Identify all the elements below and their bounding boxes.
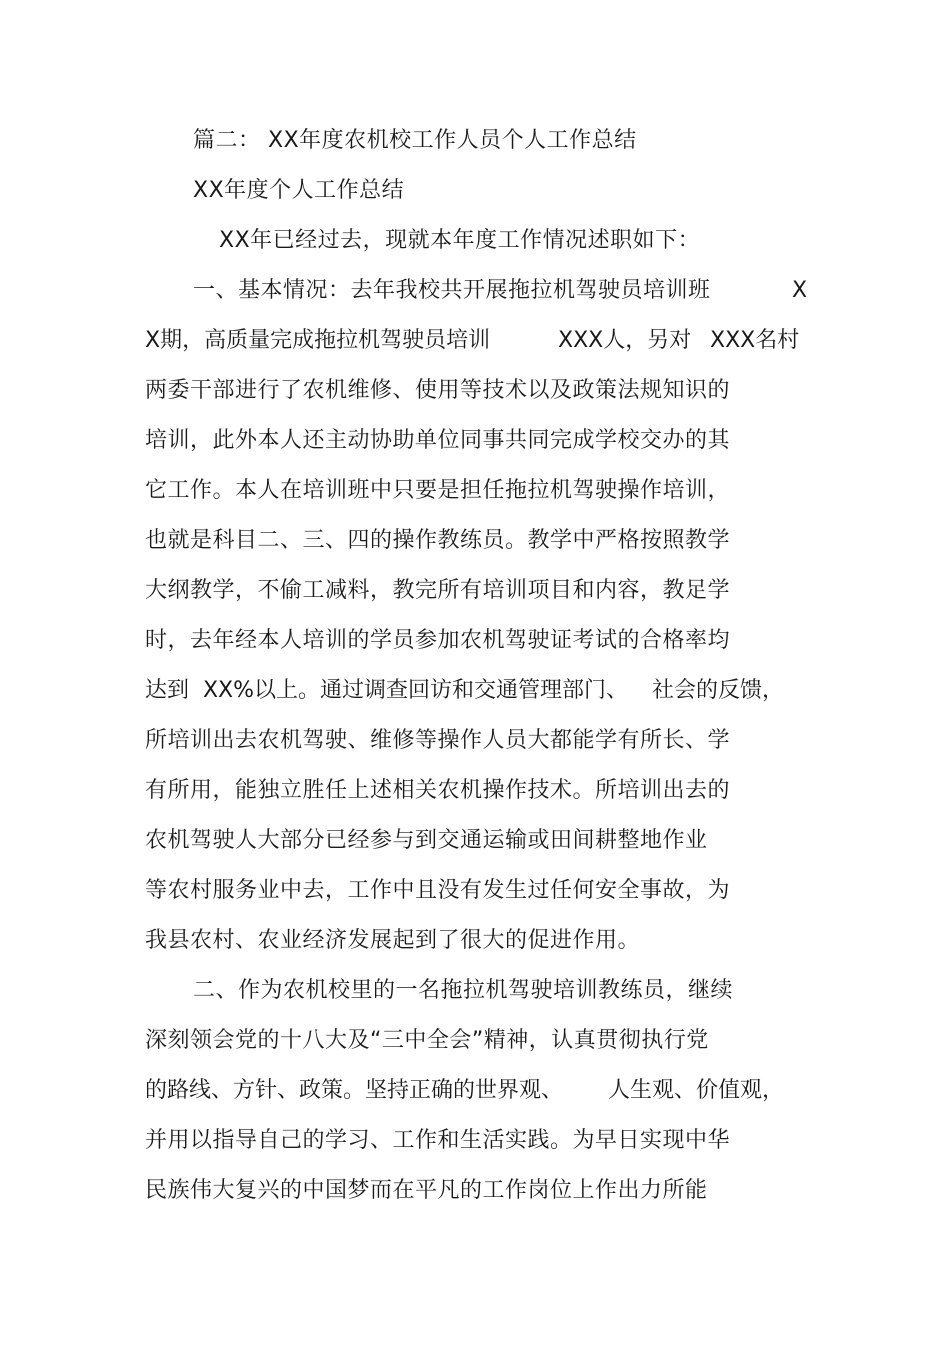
- para1-line-9-part-a: 达到 XX%以上。通过调查回访和交通管理部门、: [145, 678, 629, 703]
- para1-line-7: 大纲教学，不偷工减料，教完所有培训项目和内容，教足学: [145, 578, 731, 603]
- para1-line-9-part-b: 社会的反馈，: [652, 678, 785, 703]
- para2-line-1: 二、作为农机校里的一名拖拉机驾驶培训教练员，继续: [193, 978, 734, 1003]
- para1-line-1: 一、基本情况：去年我校共开展拖拉机驾驶员培训班: [193, 278, 711, 303]
- para1-line-6: 也就是科目二、三、四的操作教练员。教学中严格按照教学: [145, 528, 731, 553]
- para2-line-4: 并用以指导自己的学习、工作和生活实践。为早日实现中华: [145, 1128, 731, 1153]
- document-subtitle: XX年度个人工作总结: [193, 178, 405, 203]
- para1-line-10: 所培训出去农机驾驶、维修等操作人员大都能学有所长、学: [145, 728, 731, 753]
- para1-line-3: 两委干部进行了农机维修、使用等技术以及政策法规知识的: [145, 378, 731, 403]
- para2-line-3-part-a: 的路线、方针、政策。坚持正确的世界观、: [145, 1078, 564, 1103]
- para2-line-2: 深刻领会党的十八大及“三中全会”精神，认真贯彻执行党: [145, 1028, 709, 1053]
- para1-line-4: 培训，此外本人还主动协助单位同事共同完成学校交办的其: [145, 428, 731, 453]
- para1-line-2-part-b: XXX人，另对: [558, 328, 692, 353]
- para1-line-8: 时，去年经本人培训的学员参加农机驾驶证考试的合格率均: [145, 628, 731, 653]
- para1-line-13: 等农村服务业中去，工作中且没有发生过任何安全事故，为: [145, 878, 731, 903]
- para1-line-2-part-a: X期，高质量完成拖拉机驾驶员培训: [145, 328, 491, 353]
- document-title: 篇二： XX年度农机校工作人员个人工作总结: [193, 128, 637, 153]
- para1-line-5: 它工作。本人在培训班中只要是担任拖拉机驾驶操作培训，: [145, 478, 731, 503]
- para1-line-11: 有所用，能独立胜任上述相关农机操作技术。所培训出去的: [145, 778, 731, 803]
- intro-line: XX年已经过去，现就本年度工作情况述职如下：: [219, 228, 701, 253]
- para1-line-14: 我县农村、农业经济发展起到了很大的促进作用。: [145, 928, 641, 953]
- para1-line-2-part-c: XXX名村: [710, 328, 800, 353]
- para2-line-3-part-b: 人生观、价值观，: [608, 1078, 785, 1103]
- para2-line-5: 民族伟大复兴的中国梦而在平凡的工作岗位上作出力所能: [145, 1178, 708, 1203]
- para1-line-12: 农机驾驶人大部分已经参与到交通运输或田间耕整地作业: [145, 828, 708, 853]
- para1-line-1-tail: X: [792, 278, 808, 303]
